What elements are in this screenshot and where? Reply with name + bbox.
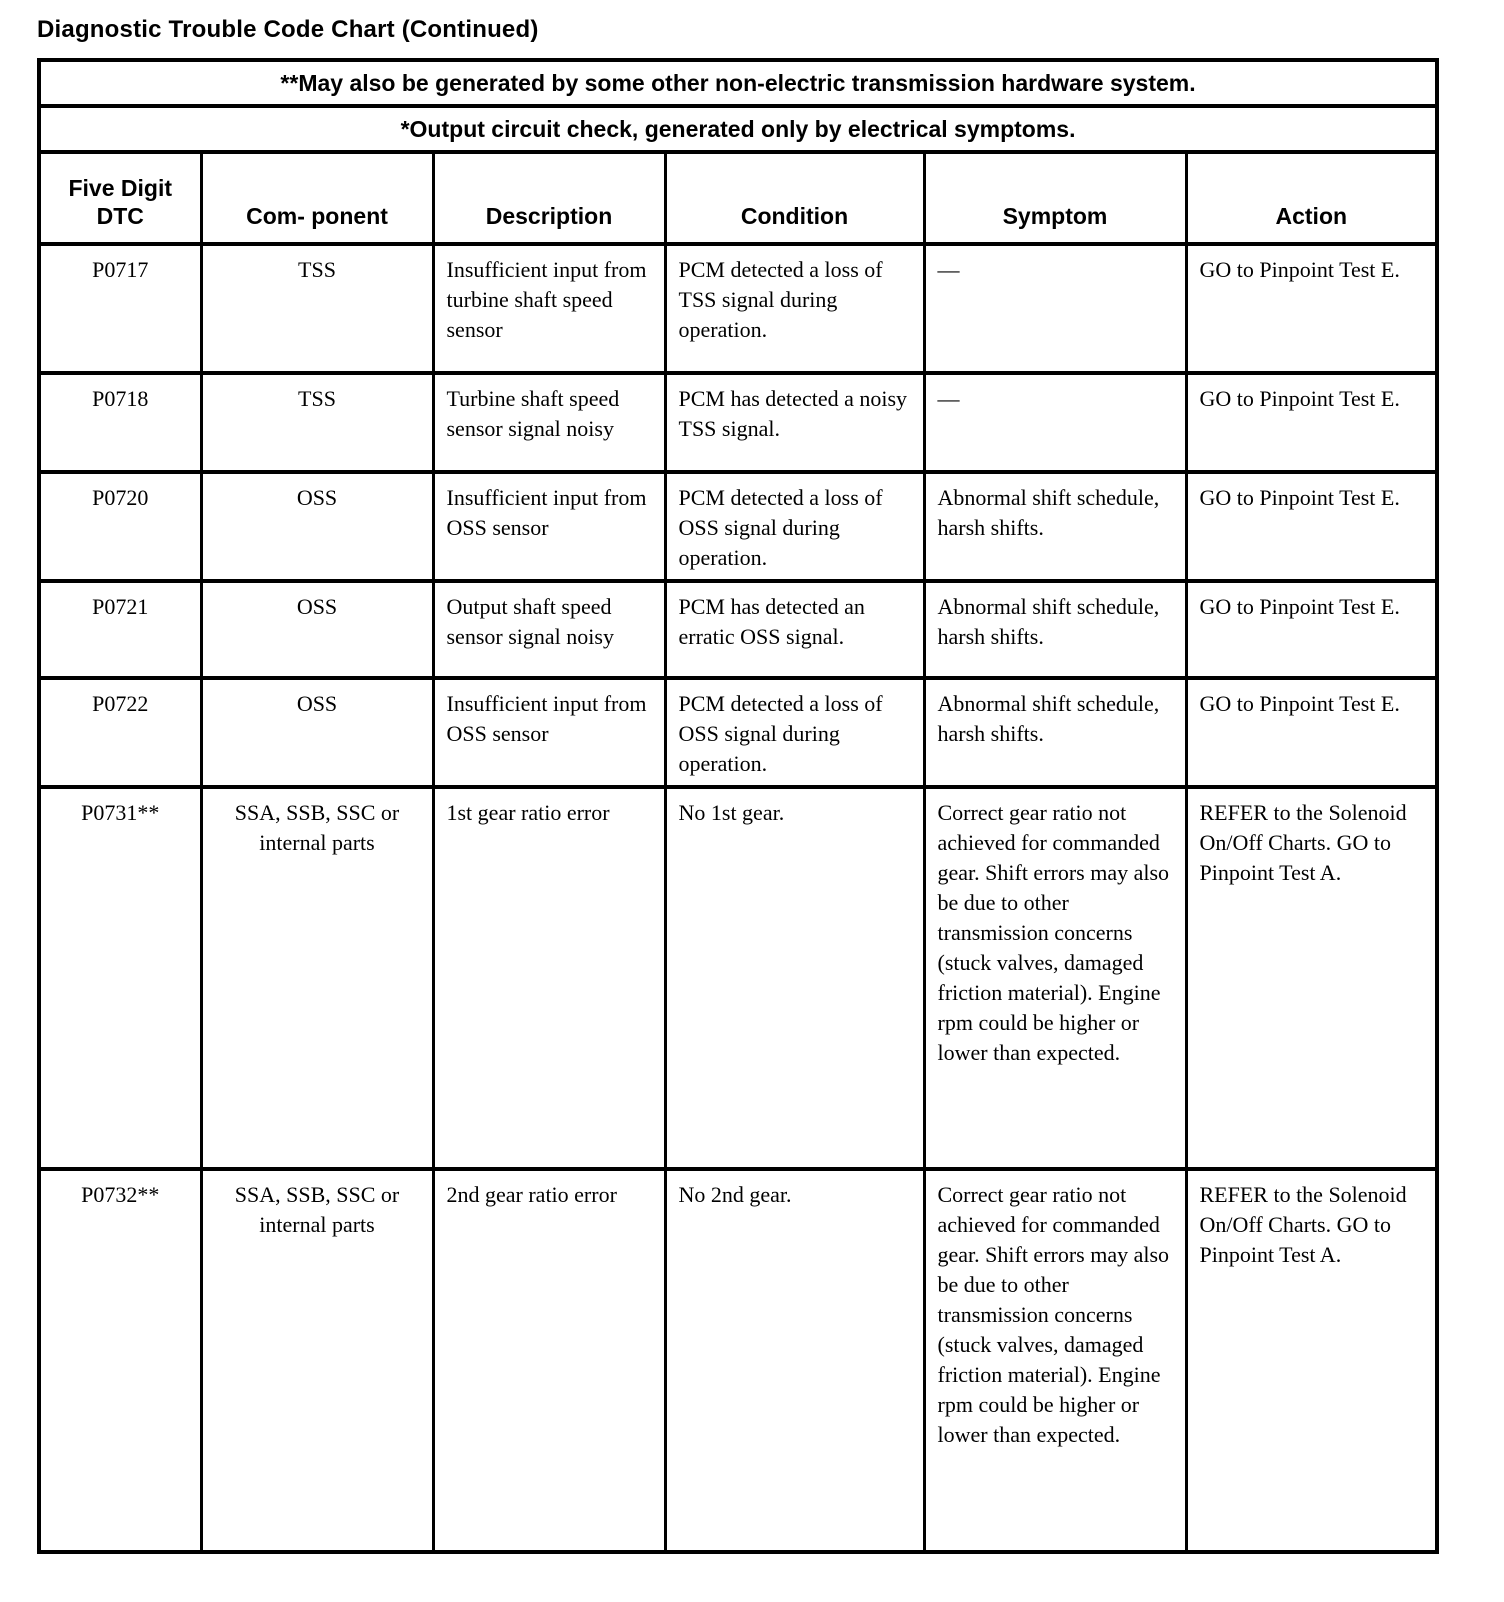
table-row	[39, 373, 1437, 472]
dtc-cell: P0720	[39, 472, 201, 581]
description-cell: Turbine shaft speed sensor signal noisy	[433, 373, 665, 472]
condition-cell: No 2nd gear.	[665, 1169, 924, 1552]
action-cell: GO to Pinpoint Test E.	[1186, 678, 1437, 787]
dtc-cell: P0718	[39, 373, 201, 472]
col-header-symptom: Symptom	[924, 152, 1186, 244]
condition-cell: No 1st gear.	[665, 787, 924, 1169]
action-cell: GO to Pinpoint Test E.	[1186, 472, 1437, 581]
col-header-description: Description	[433, 152, 665, 244]
action-cell: GO to Pinpoint Test E.	[1186, 244, 1437, 373]
condition-cell: PCM detected a loss of OSS signal during operation.	[665, 678, 924, 787]
table-note-row-1	[39, 60, 1437, 106]
table-note-row-2	[39, 106, 1437, 152]
description-cell: 2nd gear ratio error	[433, 1169, 665, 1552]
col-header-condition: Condition	[665, 152, 924, 244]
table-row	[39, 581, 1437, 678]
description-cell: Insufficient input from OSS sensor	[433, 678, 665, 787]
col-header-dtc: Five Digit DTC	[39, 152, 201, 244]
condition-cell: PCM detected a loss of OSS signal during operation.	[665, 472, 924, 581]
table-row	[39, 1169, 1437, 1552]
table-row	[39, 472, 1437, 581]
symptom-cell: Abnormal shift schedule, harsh shifts.	[924, 472, 1186, 581]
condition-cell: PCM detected a loss of TSS signal during operation.	[665, 244, 924, 373]
table-note-1: **May also be generated by some other non-electric transmission hardware system.	[39, 60, 1437, 106]
col-header-action: Action	[1186, 152, 1437, 244]
action-cell: REFER to the Solenoid On/Off Charts. GO to Pinpoint Test A.	[1186, 1169, 1437, 1552]
action-cell: GO to Pinpoint Test E.	[1186, 581, 1437, 678]
description-cell: 1st gear ratio error	[433, 787, 665, 1169]
component-cell: OSS	[201, 472, 433, 581]
action-cell: GO to Pinpoint Test E.	[1186, 373, 1437, 472]
symptom-cell: Correct gear ratio not achieved for commanded gear. Shift errors may also be due to other transmission concerns (stuck valves, damaged friction material). Engine rpm could be higher or lower than expected.	[924, 1169, 1186, 1552]
table-row	[39, 787, 1437, 1169]
description-cell: Output shaft speed sensor signal noisy	[433, 581, 665, 678]
component-cell: SSA, SSB, SSC or internal parts	[201, 1169, 433, 1552]
symptom-cell: Correct gear ratio not achieved for commanded gear. Shift errors may also be due to other transmission concerns (stuck valves, damaged friction material). Engine rpm could be higher or lower than expected.	[924, 787, 1186, 1169]
dtc-cell: P0722	[39, 678, 201, 787]
table-row	[39, 244, 1437, 373]
component-cell: OSS	[201, 581, 433, 678]
description-cell: Insufficient input from turbine shaft speed sensor	[433, 244, 665, 373]
component-cell: TSS	[201, 373, 433, 472]
symptom-cell: Abnormal shift schedule, harsh shifts.	[924, 581, 1186, 678]
condition-cell: PCM has detected an erratic OSS signal.	[665, 581, 924, 678]
component-cell: SSA, SSB, SSC or internal parts	[201, 787, 433, 1169]
table-note-2: *Output circuit check, generated only by electrical symptoms.	[39, 106, 1437, 152]
dtc-cell: P0732**	[39, 1169, 201, 1552]
symptom-cell: —	[924, 373, 1186, 472]
symptom-cell: —	[924, 244, 1186, 373]
description-cell: Insufficient input from OSS sensor	[433, 472, 665, 581]
dtc-cell: P0717	[39, 244, 201, 373]
action-cell: REFER to the Solenoid On/Off Charts. GO to Pinpoint Test A.	[1186, 787, 1437, 1169]
symptom-cell: Abnormal shift schedule, harsh shifts.	[924, 678, 1186, 787]
table-row	[39, 678, 1437, 787]
component-cell: TSS	[201, 244, 433, 373]
col-header-component: Com- ponent	[201, 152, 433, 244]
page-title: Diagnostic Trouble Code Chart (Continued)	[37, 16, 539, 43]
dtc-table	[37, 58, 1439, 1554]
table-header-row	[39, 152, 1437, 244]
dtc-cell: P0731**	[39, 787, 201, 1169]
dtc-cell: P0721	[39, 581, 201, 678]
component-cell: OSS	[201, 678, 433, 787]
condition-cell: PCM has detected a noisy TSS signal.	[665, 373, 924, 472]
